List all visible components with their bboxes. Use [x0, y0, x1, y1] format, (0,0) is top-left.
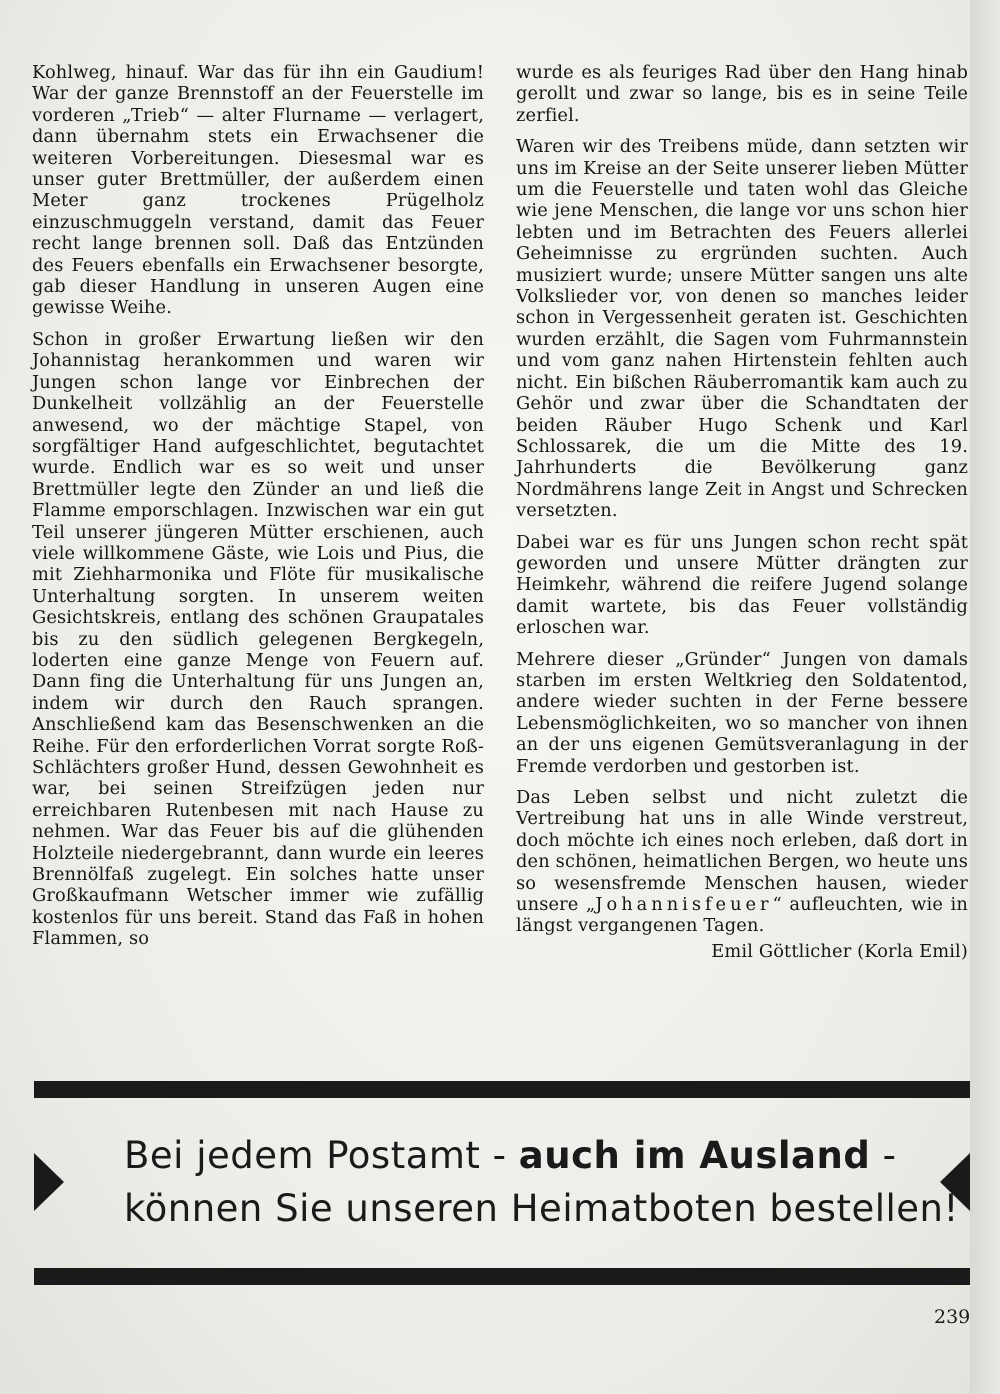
- article-left-column: [32, 62, 484, 960]
- article-closing-paragraph: [516, 787, 968, 937]
- article-right-column: [516, 62, 968, 972]
- ad-bottom-rule: [34, 1268, 970, 1285]
- page-number: 239: [934, 1306, 971, 1328]
- ad-bold-text: auch im Ausland: [518, 1134, 871, 1177]
- subscription-advertisement: [34, 1098, 970, 1268]
- article-paragraph: Mehrere dieser „Gründer“ Jungen von damals starben im ersten Weltkrieg den Soldatentod, andere wieder suchten in der Ferne bessere Lebensmöglichkeiten, wo so mancher von ihnen an der uns eigenen Gemütsveranlagung in der Fremde verdorben und gestorben ist.: [516, 648, 968, 777]
- arrow-right-pointing-icon: [34, 1153, 64, 1211]
- article-paragraph: Kohlweg, hinauf. War das für ihn ein Gaudium! War der ganze Brennstoff an der Feuerstelle im vorderen „Trieb“ — alter Flurname — verlagert, dann übernahm stets ein Erwachsener die weiteren Vorbereitungen. Diesesmal war es unser guter Brettmüller, der außerdem einen Meter ganz trockenes Prügelholz einzuschmuggeln verstand, damit das Feuer recht lange brennen soll. Daß das Entzünden des Feuers ebenfalls ein Erwachsener besorgte, gab dieser Handlung in unseren Augen eine gewisse Weihe.: [32, 62, 484, 319]
- article-paragraph: Dabei war es für uns Jungen schon recht spät geworden und unsere Mütter drängten zur Heimkehr, während die reifere Jugend solange damit wartete, bis das Feuer vollständig erloschen war.: [516, 531, 968, 639]
- author-signature: Emil Göttlicher (Korla Emil): [711, 940, 968, 962]
- ad-text-start: Bei jedem Postamt -: [124, 1134, 519, 1177]
- ad-headline: [124, 1134, 896, 1178]
- page-edge-shadow: [970, 0, 1000, 1394]
- closing-text-start: Das Leben selbst und nicht zuletzt die Vertreibung hat uns in alle Winde verstreut, doch möchte ich eines noch erleben, daß dort in den schönen, heimatlichen Bergen, wo heute uns so wesensfremde Menschen hausen, wieder unsere „: [516, 787, 968, 916]
- closing-text-end: “ aufleuchten, wie in längst vergangenen Tagen.: [516, 894, 968, 937]
- article-paragraph: Schon in großer Erwartung ließen wir den Johannistag herankommen und waren wir Jungen schon lange vor Einbrechen der Dunkelheit vollzählig an der Feuerstelle anwesend, wo der mächtige Stapel, von sorgfältiger Hand aufgeschlichtet, begutachtet wurde. Endlich war es so weit und unser Brettmüller legte den Zünder an und ließ die Flamme emporschlagen. Inzwischen war ein gut Teil unserer jüngeren Mütter erschienen, auch viele willkommene Gäste, wie Lois und Pius, die mit Ziehharmonika und Flöte für musikalische Unterhaltung sorgten. In unserem weiten Gesichtskreis, entlang des schönen Graupatales bis zu den südlich gelegenen Bergkegeln, loderten eine ganze Menge von Feuern auf. Dann fing die Unterhaltung für uns Jungen an, indem wir durch den Rauch sprangen. Anschließend kam das Besenschwenken an die Reihe. Für den erforderlichen Vorrat sorgte Roß-Schlächters großer Hund, dessen Gewohnheit es war, bei seinen Streifzügen jeden nur erreichbaren Rutenbesen mit nach Hause zu nehmen. War das Feuer bis auf die glühenden Holzteile niedergebrannt, dann wurde ein leeres Brennölfaß zugelegt. Ein solches hatte unser Großkaufmann Wetscher immer wie zufällig kostenlos für uns bereit. Stand das Faß in hohen Flammen, so: [32, 328, 484, 950]
- spaced-emphasis: Johannisfeuer: [595, 894, 773, 916]
- ad-text-end: -: [870, 1134, 897, 1177]
- article-paragraph: wurde es als feuriges Rad über den Hang hinab gerollt und zwar so lange, bis es in seine Teile zerfiel.: [516, 62, 968, 126]
- ad-subline: können Sie unseren Heimatboten bestellen!: [124, 1187, 959, 1230]
- ad-top-rule: [34, 1081, 970, 1098]
- article-paragraph: Waren wir des Treibens müde, dann setzten wir uns im Kreise an der Seite unserer lieben Mütter um die Feuerstelle und taten wohl das Gleiche wie jene Menschen, die lange vor uns schon hier lebten und im Betrachten des Feuers allerlei Geheimnisse zu ergründen suchten. Auch musiziert wurde; unsere Mütter sangen uns alte Volkslieder vor, von denen so manches leider schon in Vergessenheit geraten ist. Geschichten wurden erzählt, die Sagen vom Fuhrmannstein und vom ganz nahen Hirtenstein fehlten auch nicht. Ein bißchen Räuberromantik kam auch zu Gehör und zwar über die Schandtaten der beiden Räuber Hugo Schenk und Karl Schlossarek, die um die Mitte des 19. Jahrhunderts die Bevölkerung ganz Nordmährens lange Zeit in Angst und Schrecken versetzten.: [516, 136, 968, 522]
